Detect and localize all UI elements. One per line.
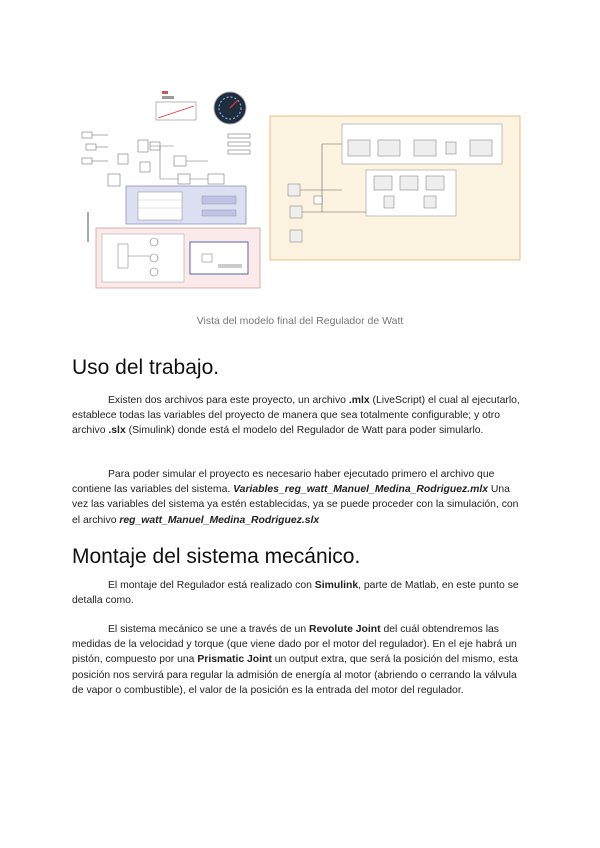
section-heading-montaje: Montaje del sistema mecánico. — [72, 545, 361, 568]
figure-caption: Vista del modelo final del Regulador de Watt — [196, 315, 404, 327]
gauge-block — [214, 92, 246, 124]
blue-subsystem-panel — [126, 186, 246, 224]
paragraph-montaje: El montaje del Regulador está realizado con Simulink, parte de Matlab, en este punto se detalla como. — [72, 580, 519, 607]
simulink-diagram — [78, 84, 524, 294]
variables-file-name: Variables_reg_watt_Manuel_Medina_Rodriguez.mlx — [233, 484, 488, 496]
model-file-name: reg_watt_Manuel_Medina_Rodriguez.slx — [119, 514, 320, 526]
paragraph-simular: Para poder simular el proyecto es necesario haber ejecutado primero el archivo que contiene las variables del sistema. Variables_reg_watt_Manuel_Medina_Rodriguez.mlx Una vez las variables del sistema ya estén establecidas, ya se puede proceder con la simulación, con el archivo reg_watt_Manuel_Medina_Rodriguez.slx — [72, 469, 519, 526]
scope-block — [156, 91, 196, 120]
paragraph-sistema-mecanico: El sistema mecánico se une a través de un Revolute Joint del cuál obtendremos las medidas de la velocidad y torque (que viene dado por el motor del regulador). En el eje habrá un pistón, compuesto por una Prismatic Joint un output extra, que será la posición del mismo, esta posición nos servirá para regular la admisión de energía al motor (abriendo o cerrando la válvula de vapor o combustible), el valor de la posición es la entrada del motor del regulador. — [72, 624, 518, 696]
pink-subsystem-panel — [96, 228, 260, 288]
paragraph-archivos: Existen dos archivos para este proyecto, un archivo .mlx (LiveScript) el cual al ejecutarlo, establece todas las variables del proyecto de manera que sea totalmente configurable; y otro archivo .slx (Simulink) donde está el modelo del Regulador de Watt para poder simularlo. — [72, 395, 520, 437]
left-source-blocks — [82, 132, 250, 186]
simulink-model-figure — [78, 84, 524, 294]
orange-mechanical-panel — [270, 116, 520, 260]
section-heading-uso: Uso del trabajo. — [72, 356, 220, 379]
